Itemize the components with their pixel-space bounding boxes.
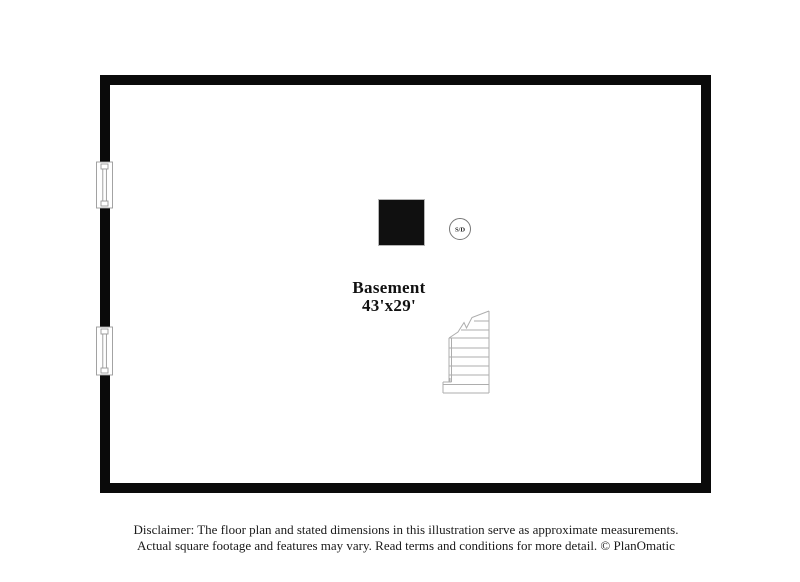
window-icon [97,327,113,375]
window-icon [97,162,113,208]
smoke-detector-icon [450,219,471,240]
support-column-icon [379,200,425,246]
room-label [352,279,425,315]
disclaimer-line-1: Disclaimer: The floor plan and stated dimensions in this illustration serve as approximate measurements. [133,522,679,537]
disclaimer-line-2: Actual square footage and features may vary. Read terms and conditions for more detail. © PlanOmatic [137,538,675,553]
room-dimensions: 43'x29' [361,296,417,315]
room-name: Basement [352,278,426,297]
disclaimer-text [12,522,800,554]
smoke-detector-label: S/D [454,226,466,234]
